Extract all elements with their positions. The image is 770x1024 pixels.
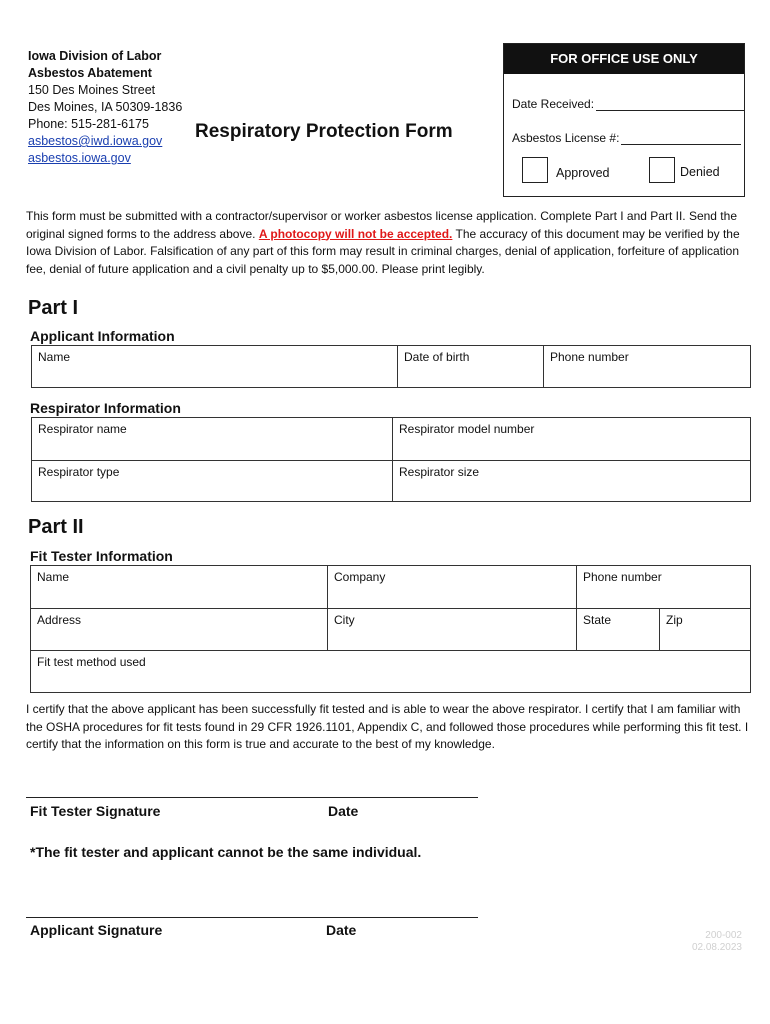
agency-street: 150 Des Moines Street — [28, 83, 156, 97]
respirator-model-field[interactable] — [393, 418, 750, 460]
approved-checkbox[interactable] — [522, 157, 548, 183]
fit-test-method-field[interactable] — [31, 651, 750, 692]
applicant-name-field[interactable] — [32, 346, 397, 387]
applicant-phone-field[interactable] — [544, 346, 750, 387]
applicant-phone-label: Phone number — [550, 350, 629, 364]
photocopy-warning: A photocopy will not be accepted. — [258, 226, 453, 241]
part-1-title: Part I — [28, 297, 79, 319]
fit-tester-address-label: Address — [37, 613, 82, 627]
applicant-signature-line[interactable] — [26, 917, 478, 918]
respirator-info-heading: Respirator Information — [30, 400, 181, 416]
fit-tester-state-label: State — [583, 613, 612, 627]
agency-email-link[interactable]: asbestos@iwd.iowa.gov — [28, 134, 163, 148]
license-field[interactable] — [621, 130, 741, 145]
certification-paragraph: I certify that the above applicant has been successfully fit tested and is able to wear the above respirator. I certify that I am familiar with the OSHA procedures for fit tests found in 29 CFR 1926.1101, Appendix C, and followed those procedures while performing this fit test. I certify that the information on this form is true and accurate to the best of my knowledge. — [26, 702, 749, 751]
applicant-name-label: Name — [38, 350, 71, 364]
date-received-row — [512, 96, 744, 111]
respirator-info-table — [31, 417, 751, 502]
instructions-text-2: The accuracy of this document may be verified by the Iowa Division of Labor. Falsification of any part of this form may result in criminal charges, denial of application, forfeiture of application fee, denial of future application and a civil penalty up to $5,000.00. Please print legibly. — [26, 226, 740, 276]
fit-tester-date-label: Date — [328, 803, 359, 819]
office-use-box — [503, 43, 745, 197]
agency-division: Asbestos Abatement — [28, 66, 152, 80]
form-title: Respiratory Protection Form — [195, 121, 453, 142]
office-use-header: FOR OFFICE USE ONLY — [504, 44, 744, 74]
fit-tester-company-field[interactable] — [328, 566, 576, 608]
date-received-label: Date Received: — [512, 97, 595, 111]
fit-tester-info-heading: Fit Tester Information — [30, 548, 173, 564]
fit-tester-name-field[interactable] — [31, 566, 327, 608]
form-revision-date: 02.08.2023 — [691, 942, 742, 953]
fit-tester-phone-label: Phone number — [583, 570, 662, 584]
respirator-name-label: Respirator name — [38, 422, 127, 436]
applicant-dob-label: Date of birth — [404, 350, 470, 364]
fit-test-method-label: Fit test method used — [37, 655, 146, 669]
instructions-text-1: This form must be submitted with a contractor/supervisor or worker asbestos license application. Complete Part I and Part II. Send the original signed forms to the address above. — [26, 209, 737, 241]
agency-city: Des Moines, IA 50309-1836 — [28, 100, 183, 114]
applicant-date-label: Date — [326, 922, 357, 938]
respirator-model-label: Respirator model number — [399, 422, 535, 436]
license-row — [512, 130, 741, 145]
applicant-info-table — [31, 345, 751, 388]
applicant-signature-label: Applicant Signature — [30, 922, 163, 938]
fit-tester-city-field[interactable] — [328, 609, 576, 650]
respirator-size-field[interactable] — [393, 461, 750, 501]
license-label: Asbestos License #: — [512, 131, 620, 145]
respirator-name-field[interactable] — [32, 418, 392, 460]
date-received-field[interactable] — [596, 96, 744, 111]
fit-tester-signature-label: Fit Tester Signature — [30, 803, 161, 819]
same-individual-note: *The fit tester and applicant cannot be the same individual. — [30, 844, 422, 860]
fit-tester-city-label: City — [334, 613, 355, 627]
agency-website-link[interactable]: asbestos.iowa.gov — [28, 151, 131, 165]
respirator-type-field[interactable] — [32, 461, 392, 501]
respirator-size-label: Respirator size — [399, 465, 480, 479]
denied-checkbox[interactable] — [649, 157, 675, 183]
respirator-type-label: Respirator type — [38, 465, 120, 479]
form-number — [680, 930, 742, 954]
fit-tester-phone-field[interactable] — [577, 566, 750, 608]
fit-tester-signature-line[interactable] — [26, 797, 478, 798]
agency-address-block — [28, 48, 182, 167]
denied-label: Denied — [680, 165, 720, 179]
instructions-paragraph — [26, 208, 752, 278]
fit-tester-zip-label: Zip — [666, 613, 683, 627]
fit-tester-zip-field[interactable] — [660, 609, 750, 650]
fit-tester-address-field[interactable] — [31, 609, 327, 650]
agency-phone: Phone: 515-281-6175 — [28, 117, 149, 131]
agency-name: Iowa Division of Labor — [28, 49, 162, 63]
fit-tester-state-field[interactable] — [577, 609, 659, 650]
fit-tester-name-label: Name — [37, 570, 70, 584]
form-code: 200-002 — [705, 930, 742, 941]
part-2-title: Part II — [28, 516, 84, 538]
approved-label: Approved — [556, 166, 610, 180]
fit-tester-info-table — [30, 565, 751, 693]
applicant-dob-field[interactable] — [398, 346, 543, 387]
applicant-info-heading: Applicant Information — [30, 328, 175, 344]
fit-tester-company-label: Company — [334, 570, 386, 584]
